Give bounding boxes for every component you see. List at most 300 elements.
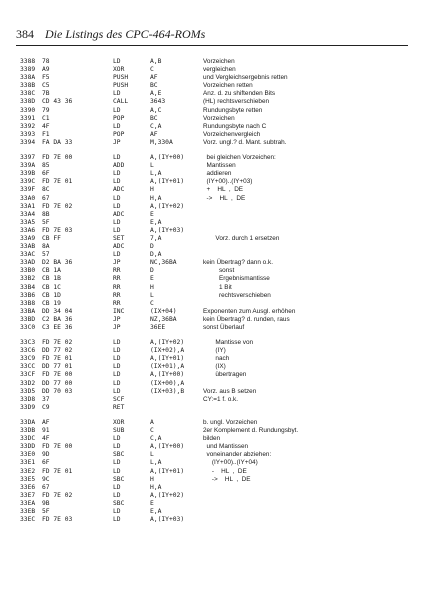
opcode-bytes: DD 77 01 [42, 363, 73, 371]
listing-row [20, 139, 415, 147]
opcode-bytes: 67 [42, 194, 50, 202]
address: 33D5 [20, 387, 36, 395]
mnemonic: LD [113, 178, 121, 186]
comment: + HL , DE [203, 186, 244, 194]
mnemonic: CALL [113, 98, 129, 106]
mnemonic: LD [113, 371, 121, 379]
listing-row [20, 380, 415, 388]
mnemonic: LD [113, 459, 121, 467]
listing-row [20, 58, 415, 66]
operand: AF [150, 130, 158, 138]
operand: AF [150, 74, 158, 82]
listing-row [20, 459, 415, 467]
comment: Vorzeichen retten [203, 82, 253, 90]
opcode-bytes: F5 [42, 74, 50, 82]
comment: Vorz. durch 1 ersetzen [203, 234, 280, 242]
address: 33BD [20, 315, 36, 323]
operand: D [150, 267, 154, 275]
mnemonic: LD [113, 347, 121, 355]
listing-row [20, 90, 415, 98]
comment: übertragen [203, 371, 247, 379]
comment: Rundungsbyte retten [203, 106, 263, 114]
opcode-bytes: FD 7E 03 [42, 226, 73, 234]
address: 33DA [20, 418, 36, 426]
comment: Vorzeichenvergleich [203, 130, 261, 138]
listing-row [20, 74, 415, 82]
listing-row [20, 186, 415, 194]
address: 33D2 [20, 379, 36, 387]
mnemonic: LD [113, 122, 121, 130]
address: 33C0 [20, 324, 36, 331]
opcode-bytes: FD 7E 01 [42, 355, 73, 363]
mnemonic: SET [113, 234, 125, 242]
listing-row [20, 516, 415, 524]
address: 339C [20, 178, 36, 186]
address: 33AB [20, 243, 36, 251]
opcode-bytes: CB 1D [42, 291, 61, 299]
opcode-bytes: 8B [42, 210, 50, 218]
comment: voneinander abziehen: [203, 451, 272, 459]
comment: kein Übertrag? dann o.k. [203, 259, 273, 267]
listing-row [20, 484, 415, 492]
operand: A,(IY+00) [150, 154, 185, 162]
mnemonic: JP [113, 315, 121, 323]
address: 338C [20, 90, 36, 98]
mnemonic: JP [113, 259, 121, 267]
mnemonic: RET [113, 403, 125, 411]
address: 33DB [20, 427, 36, 435]
comment: nach [203, 355, 230, 363]
listing-row [20, 211, 415, 219]
address: 33E0 [20, 451, 36, 459]
opcode-bytes: DD 34 04 [42, 307, 73, 315]
address: 33C6 [20, 347, 36, 355]
mnemonic: SBC [113, 499, 125, 507]
comment: addieren [203, 170, 232, 178]
comment: 1 Bit [203, 283, 232, 291]
mnemonic: LD [113, 106, 121, 114]
operand: C,A [150, 435, 162, 443]
opcode-bytes: 9D [42, 451, 50, 459]
address: 339B [20, 170, 36, 178]
listing-row [20, 443, 415, 451]
address: 339A [20, 162, 36, 170]
address: 33E6 [20, 483, 36, 491]
listing-row [20, 500, 415, 508]
address: 339F [20, 186, 36, 194]
listing-row [20, 98, 415, 106]
opcode-bytes: A9 [42, 66, 50, 74]
address: 33E7 [20, 491, 36, 499]
mnemonic: LD [113, 516, 121, 524]
opcode-bytes: FD 7E 01 [42, 467, 73, 475]
opcode-bytes: 6F [42, 459, 50, 467]
listing-row [20, 396, 415, 404]
operand: BC [150, 82, 158, 90]
address: 33A4 [20, 210, 36, 218]
mnemonic: ADD [113, 162, 125, 170]
operand: L [150, 291, 154, 299]
mnemonic: LD [113, 194, 121, 202]
listing-row [20, 388, 415, 396]
mnemonic: RR [113, 283, 121, 291]
comment: CY:=1 f. o.k. [203, 395, 238, 403]
mnemonic: LD [113, 58, 121, 65]
opcode-bytes: 4F [42, 122, 50, 130]
mnemonic: XOR [113, 66, 125, 74]
address: 3388 [20, 58, 36, 65]
address: 3390 [20, 106, 36, 114]
address: 33D9 [20, 403, 36, 411]
operand: D [150, 243, 154, 251]
address: 33E5 [20, 475, 36, 483]
operand: A,(IY+02) [150, 339, 185, 347]
operand: 3643 [150, 98, 166, 106]
comment: Ergebnismantisse [203, 275, 270, 283]
address: 33CF [20, 371, 36, 379]
opcode-bytes: 67 [42, 483, 50, 491]
address: 33E1 [20, 459, 36, 467]
operand: A,E [150, 90, 162, 98]
address: 33DC [20, 435, 36, 443]
listing-row [20, 339, 415, 347]
operand: H [150, 283, 154, 291]
listing-row [20, 300, 415, 308]
opcode-bytes: 8A [42, 243, 50, 251]
operand: A [150, 418, 154, 426]
address: 3389 [20, 66, 36, 74]
address: 3393 [20, 130, 36, 138]
comment: Vorzeichen [203, 114, 235, 122]
listing-block [20, 154, 415, 332]
comment: Exponenten zum Ausgl. erhöhen [203, 307, 296, 315]
operand: C [150, 299, 154, 307]
opcode-bytes: DD 77 02 [42, 347, 73, 355]
operand: A,(IY+03) [150, 516, 185, 524]
assembly-listing [20, 58, 415, 531]
opcode-bytes: CB 1B [42, 275, 61, 283]
opcode-bytes: FD 7E 00 [42, 371, 73, 379]
listing-row [20, 427, 415, 435]
mnemonic: POP [113, 114, 125, 122]
listing-row [20, 66, 415, 74]
opcode-bytes: CB FF [42, 234, 61, 242]
listing-row [20, 284, 415, 292]
listing-row [20, 123, 415, 131]
address: 33B8 [20, 299, 36, 307]
operand: 7,A [150, 234, 162, 242]
opcode-bytes: FA DA 33 [42, 138, 73, 146]
operand: 36EE [150, 324, 166, 331]
opcode-bytes: FD 7E 03 [42, 516, 73, 524]
listing-row [20, 82, 415, 90]
operand: NZ,36BA [150, 315, 177, 323]
mnemonic: LD [113, 363, 121, 371]
mnemonic: LD [113, 467, 121, 475]
address: 3397 [20, 154, 36, 162]
address: 338A [20, 74, 36, 82]
address: 33AC [20, 251, 36, 259]
address: 33BA [20, 307, 36, 315]
mnemonic: RR [113, 275, 121, 283]
address: 33C3 [20, 339, 36, 347]
listing-row [20, 404, 415, 412]
comment: Mantissen [203, 162, 236, 170]
opcode-bytes: CB 19 [42, 299, 61, 307]
mnemonic: SBC [113, 475, 125, 483]
listing-row [20, 508, 415, 516]
listing-row [20, 324, 415, 332]
mnemonic: LD [113, 251, 121, 259]
comment: Anz. d. zu shiftenden Bits [203, 90, 276, 98]
mnemonic: LD [113, 379, 121, 387]
comment: sonst [203, 267, 235, 275]
operand: (IX+03),B [150, 387, 185, 395]
operand: C,A [150, 122, 162, 130]
opcode-bytes: F1 [42, 130, 50, 138]
mnemonic: LD [113, 483, 121, 491]
listing-row [20, 308, 415, 316]
mnemonic: PUSH [113, 82, 129, 90]
operand: NC,36BA [150, 259, 177, 267]
mnemonic: RR [113, 267, 121, 275]
mnemonic: RR [113, 291, 121, 299]
mnemonic: POP [113, 130, 125, 138]
operand: A,(IY+03) [150, 226, 185, 234]
opcode-bytes: 8C [42, 186, 50, 194]
opcode-bytes: C3 EE 36 [42, 324, 73, 331]
operand: E [150, 275, 154, 283]
opcode-bytes: FD 7E 01 [42, 178, 73, 186]
comment: -> HL , DE [203, 475, 251, 483]
listing-row [20, 243, 415, 251]
address: 33A9 [20, 234, 36, 242]
address: 33CC [20, 363, 36, 371]
address: 33AD [20, 259, 36, 267]
operand: C [150, 427, 154, 435]
mnemonic: LD [113, 443, 121, 451]
comment: Vorz. ungl.? d. Mant. subtrah. [203, 138, 287, 146]
opcode-bytes: FD 7E 02 [42, 202, 73, 210]
address: 33B2 [20, 275, 36, 283]
operand: C [150, 66, 154, 74]
listing-block [20, 339, 415, 412]
comment: 2er Komplement d. Rundungsbyt. [203, 427, 299, 435]
opcode-bytes: FD 7E 02 [42, 339, 73, 347]
comment: bilden [203, 435, 221, 443]
listing-block [20, 58, 415, 147]
operand: H,A [150, 483, 162, 491]
address: 33EA [20, 499, 36, 507]
listing-row [20, 195, 415, 203]
comment: b. ungl. Vorzeichen [203, 418, 258, 426]
listing-row [20, 235, 415, 243]
listing-row [20, 347, 415, 355]
opcode-bytes: 85 [42, 162, 50, 170]
mnemonic: ADC [113, 243, 125, 251]
operand: A,(IY+02) [150, 202, 185, 210]
operand: E,A [150, 507, 162, 515]
opcode-bytes: 91 [42, 427, 50, 435]
address: 33B6 [20, 291, 36, 299]
opcode-bytes: CD 43 36 [42, 98, 73, 106]
listing-row [20, 451, 415, 459]
operand: A,(IY+02) [150, 491, 185, 499]
comment: rechtsverschieben [203, 291, 271, 299]
operand: A,(IY+01) [150, 355, 185, 363]
listing-row [20, 275, 415, 283]
mnemonic: LD [113, 355, 121, 363]
listing-row [20, 476, 415, 484]
listing-row [20, 363, 415, 371]
mnemonic: INC [113, 307, 125, 315]
address: 33B4 [20, 283, 36, 291]
opcode-bytes: DD 70 03 [42, 387, 73, 395]
opcode-bytes: 5F [42, 218, 50, 226]
opcode-bytes: FD 7E 00 [42, 443, 73, 451]
comment: und Vergleichsergebnis retten [203, 74, 288, 82]
opcode-bytes: DD 77 00 [42, 379, 73, 387]
comment: Mantisse von [203, 339, 254, 347]
comment: Rundungsbyte nach C [203, 122, 267, 130]
mnemonic: SCF [113, 395, 125, 403]
operand: L,A [150, 170, 162, 178]
mnemonic: LD [113, 226, 121, 234]
mnemonic: LD [113, 387, 121, 395]
listing-row [20, 170, 415, 178]
comment: -> HL , DE [203, 194, 246, 202]
comment: und Mantissen [203, 443, 249, 451]
mnemonic: PUSH [113, 74, 129, 82]
mnemonic: LD [113, 202, 121, 210]
comment: (HL) rechtsverschieben [203, 98, 270, 106]
operand: (IX+00),A [150, 379, 185, 387]
operand: (IX+04) [150, 307, 177, 315]
opcode-bytes: C5 [42, 82, 50, 90]
comment: (IY) [203, 347, 226, 355]
mnemonic: LD [113, 170, 121, 178]
mnemonic: SBC [113, 451, 125, 459]
mnemonic: LD [113, 491, 121, 499]
operand: (IX+02),A [150, 347, 185, 355]
page-header [16, 27, 408, 46]
listing-row [20, 107, 415, 115]
operand: E [150, 210, 154, 218]
opcode-bytes: 37 [42, 395, 50, 403]
operand: H [150, 186, 154, 194]
listing-row [20, 227, 415, 235]
address: 338D [20, 98, 36, 106]
listing-row [20, 468, 415, 476]
operand: A,(IY+01) [150, 178, 185, 186]
opcode-bytes: 57 [42, 251, 50, 259]
operand: D,A [150, 251, 162, 259]
comment: bei gleichen Vorzeichen: [203, 154, 276, 162]
mnemonic: SUB [113, 427, 125, 435]
address: 3391 [20, 114, 36, 122]
operand: M,330A [150, 138, 173, 146]
comment: (IX) [203, 363, 226, 371]
comment: vergleichen [203, 66, 236, 74]
mnemonic: RR [113, 299, 121, 307]
address: 3394 [20, 138, 36, 146]
listing-row [20, 259, 415, 267]
mnemonic: LD [113, 339, 121, 347]
operand: H,A [150, 194, 162, 202]
mnemonic: JP [113, 138, 121, 146]
operand: H [150, 475, 154, 483]
listing-row [20, 162, 415, 170]
address: 33A6 [20, 226, 36, 234]
operand: L [150, 451, 154, 459]
mnemonic: ADC [113, 210, 125, 218]
opcode-bytes: C1 [42, 114, 50, 122]
opcode-bytes: 79 [42, 106, 50, 114]
listing-row [20, 267, 415, 275]
operand: A,(IY+00) [150, 443, 185, 451]
opcode-bytes: 4F [42, 435, 50, 443]
opcode-bytes: C9 [42, 403, 50, 411]
address: 3392 [20, 122, 36, 130]
address: 33EC [20, 516, 36, 524]
listing-row [20, 316, 415, 324]
comment: (IY+00)..(IY+03) [203, 178, 253, 186]
comment: - HL , DE [203, 467, 247, 475]
listing-row [20, 355, 415, 363]
address: 33D8 [20, 395, 36, 403]
listing-row [20, 435, 415, 443]
opcode-bytes: FD 7E 02 [42, 491, 73, 499]
operand: (IX+01),A [150, 363, 185, 371]
address: 33EB [20, 507, 36, 515]
listing-row [20, 154, 415, 162]
address: 33A5 [20, 218, 36, 226]
listing-row [20, 178, 415, 186]
mnemonic: LD [113, 90, 121, 98]
comment: (IY+00)..(IY+04) [203, 459, 258, 467]
address: 33A1 [20, 202, 36, 210]
page-number: 384 [16, 27, 34, 41]
operand: A,(IY+00) [150, 371, 185, 379]
address: 33E2 [20, 467, 36, 475]
listing-row [20, 492, 415, 500]
comment: Vorzeichen [203, 58, 235, 65]
operand: L,A [150, 459, 162, 467]
address: 33B0 [20, 267, 36, 275]
comment: Vorz. aus B setzen [203, 387, 257, 395]
opcode-bytes: 6F [42, 170, 50, 178]
operand: E [150, 499, 154, 507]
opcode-bytes: CB 1A [42, 267, 61, 275]
opcode-bytes: CB 1C [42, 283, 61, 291]
opcode-bytes: 9B [42, 499, 50, 507]
listing-row [20, 419, 415, 427]
mnemonic: ADC [113, 186, 125, 194]
opcode-bytes: C2 BA 36 [42, 315, 73, 323]
opcode-bytes: FD 7E 00 [42, 154, 73, 162]
listing-block [20, 419, 415, 524]
address: 338B [20, 82, 36, 90]
address: 33A0 [20, 194, 36, 202]
mnemonic: LD [113, 154, 121, 162]
opcode-bytes: 7B [42, 90, 50, 98]
mnemonic: JP [113, 324, 121, 331]
opcode-bytes: 9C [42, 475, 50, 483]
address: 33DD [20, 443, 36, 451]
opcode-bytes: 5F [42, 507, 50, 515]
mnemonic: LD [113, 218, 121, 226]
comment: kein Übertrag? d. runden, raus [203, 315, 290, 323]
